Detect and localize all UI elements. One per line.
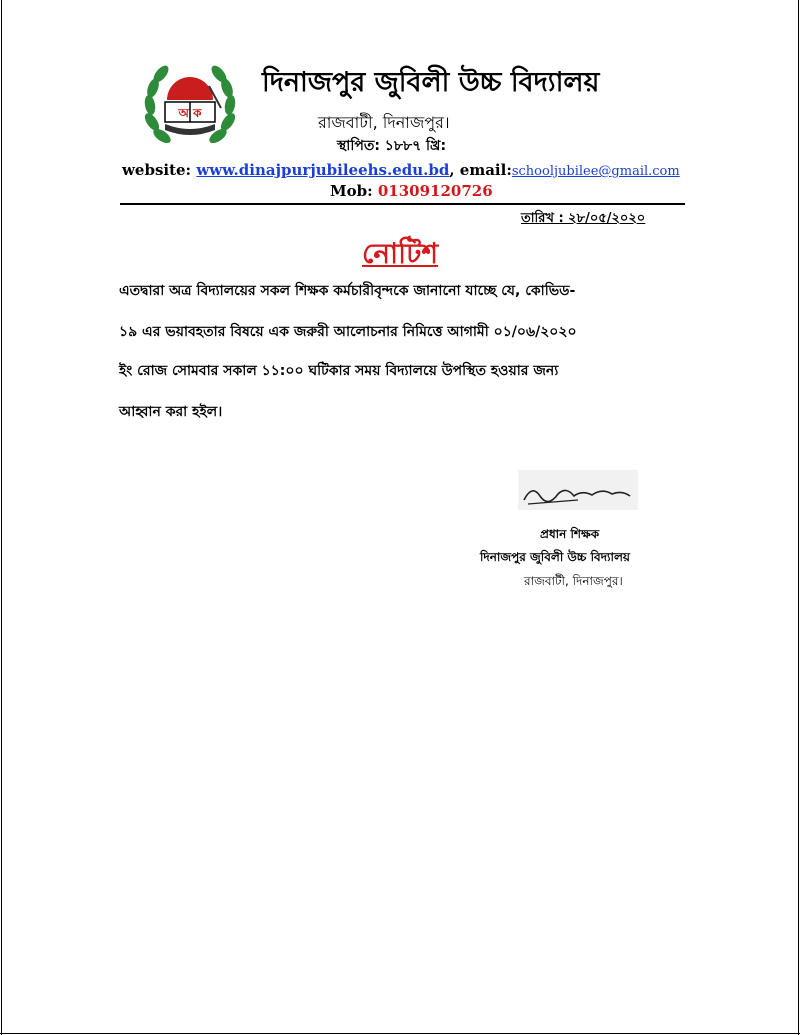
- notice-body-line: ইং রোজ সোমবার সকাল ১১:০০ ঘটিকার সময় বিদ্যালয়ে উপস্থিত হওয়ার জন্য: [119, 363, 559, 379]
- website-label: website:: [122, 161, 197, 179]
- mobile-label: Mob:: [330, 182, 378, 200]
- header-divider: [120, 203, 685, 205]
- headmaster-signature: [518, 470, 638, 510]
- notice-body-line: ১৯ এর ভয়াবহতার বিষয়ে এক জরুরী আলোচনার নিমিত্তে আগামী ০১/০৬/২০২০: [119, 324, 577, 340]
- page-border-right: [798, 0, 799, 1035]
- signature-address: রাজবাটী, দিনাজপুর।: [524, 574, 623, 588]
- website-link[interactable]: www.dinajpurjubileehs.edu.bd: [196, 161, 450, 179]
- school-name: দিনাজপুর জুবিলী উচ্চ বিদ্যালয়: [262, 67, 600, 98]
- established-year: স্থাপিত: ১৮৮৭ খ্রি:: [337, 138, 447, 154]
- page-border-left: [1, 0, 2, 1035]
- notice-date: তারিখ : ২৮/০৫/২০২০: [521, 211, 646, 226]
- mobile-number: 01309120726: [377, 182, 493, 200]
- email-link[interactable]: schooljubilee@gmail.com: [511, 164, 680, 179]
- logo-letters: অ ক: [178, 106, 202, 120]
- contact-line: [122, 161, 680, 179]
- notice-body-line: এতদ্বারা অত্র বিদ্যালয়ের সকল শিক্ষক কর্মচারীবৃন্দকে জানানো যাচ্ছে যে, কোভিড-: [119, 283, 576, 299]
- school-address: রাজবাটী, দিনাজপুর।: [318, 113, 450, 132]
- email-label: , email:: [449, 161, 512, 179]
- signature-title: প্রধান শিক্ষক: [540, 527, 600, 541]
- notice-body-line: আহ্বান করা হইল।: [119, 404, 223, 420]
- page-border-bottom: [0, 1033, 800, 1034]
- signature-school: দিনাজপুর জুবিলী উচ্চ বিদ্যালয়: [480, 550, 630, 564]
- mobile-line: [330, 182, 493, 200]
- school-logo: [135, 50, 245, 160]
- notice-title: নোটিশ: [361, 237, 439, 270]
